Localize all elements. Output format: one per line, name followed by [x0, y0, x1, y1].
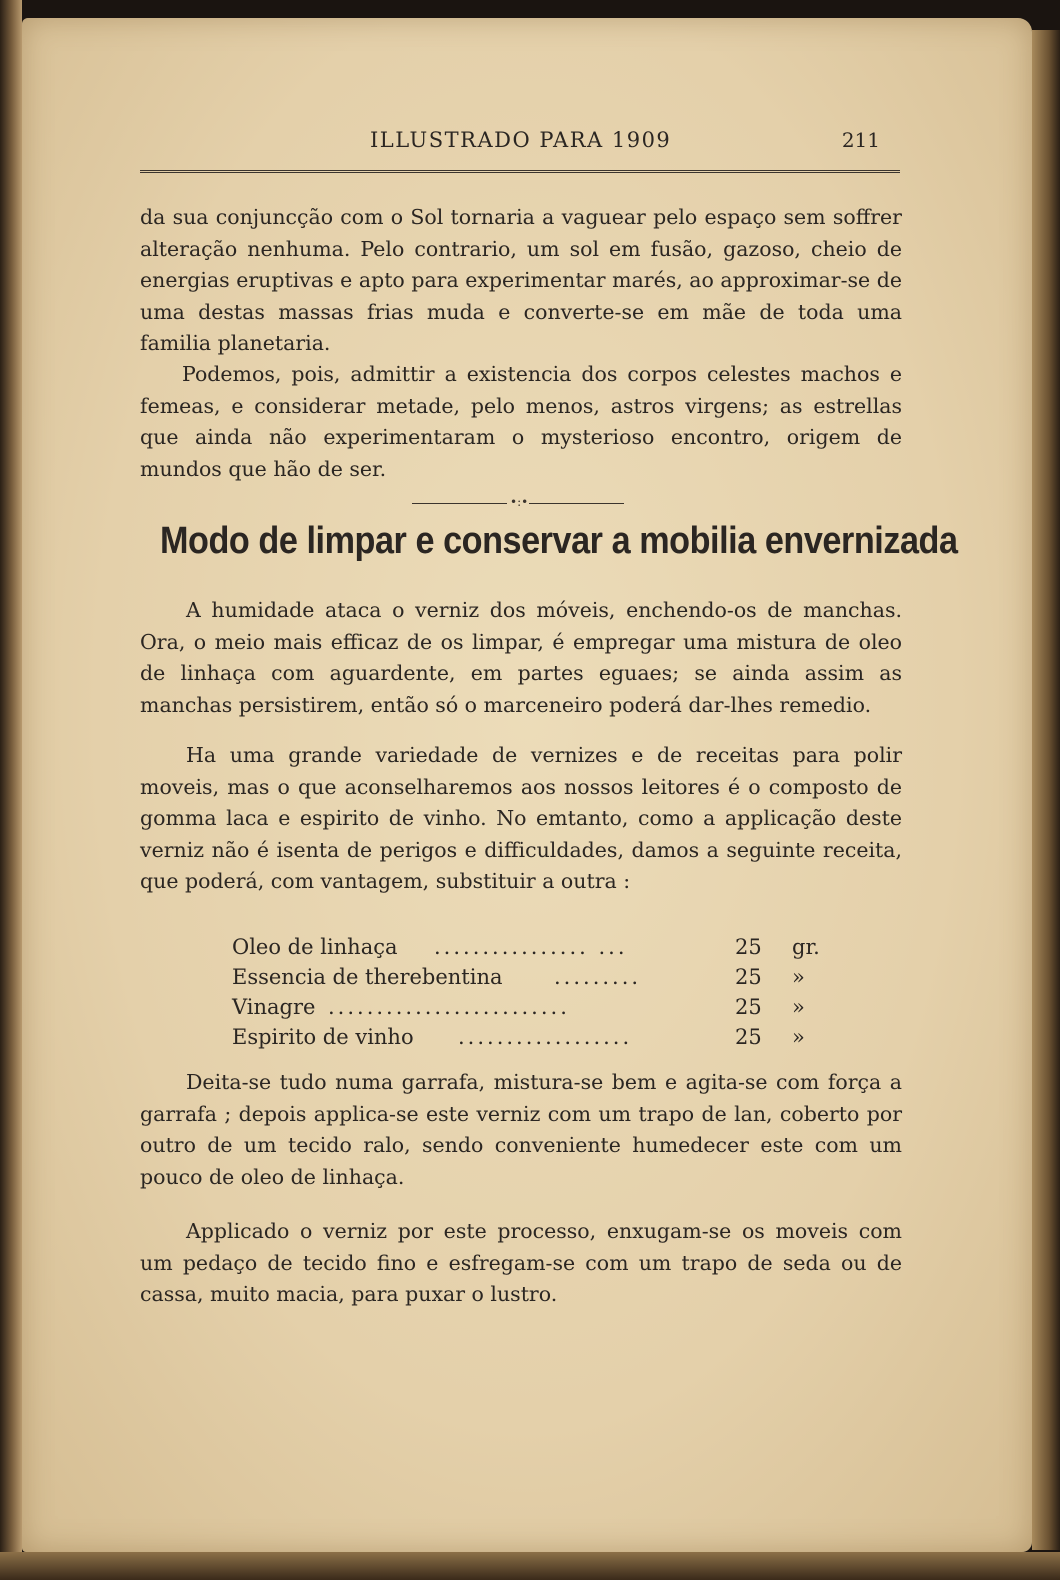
recipe-unit: gr.: [792, 935, 820, 959]
page-header: [140, 128, 890, 160]
leader-dots: .........: [554, 965, 642, 989]
leader-dots: ..................: [458, 1025, 633, 1049]
recipe-ingredient: Essencia de therebentina: [232, 965, 503, 989]
recipe-quantity: 25: [735, 935, 762, 959]
section-divider: [412, 495, 624, 509]
recipe-item: [232, 965, 832, 995]
intro-paragraph-1: da sua conjuncção com o Sol tornaria a vaguear pelo espaço sem soffrer alteração nenhuma. Pelo contrario, um sol em fusão, gazoso, cheio de energias eruptivas e apto para experimentar marés, ao approximar-se de uma destas massas frias muda e converte-se em mãe de toda uma familia planetaria.: [140, 205, 902, 355]
article-paragraph-4: Applicado o verniz por este processo, enxugam-se os moveis com um pedaço de tecido fino e esfregam-se com um trapo de seda ou de cassa, muito macia, para puxar o lustro.: [140, 1219, 902, 1306]
leader-dots: ................ ...: [434, 935, 628, 959]
recipe-ingredient: Oleo de linhaça: [232, 935, 398, 959]
recipe-ingredient: Espirito de vinho: [232, 1025, 414, 1049]
recipe-quantity: 25: [735, 995, 762, 1019]
recipe-quantity: 25: [735, 1025, 762, 1049]
running-title: ILLUSTRADO PARA 1909: [370, 128, 672, 152]
recipe-unit: »: [792, 1025, 805, 1049]
recipe-unit: »: [792, 995, 805, 1019]
leader-dots: .........................: [328, 995, 570, 1019]
page-edge: [1032, 30, 1060, 1550]
article-paragraph-2: Ha uma grande variedade de vernizes e de receitas para polir moveis, mas o que aconselharemos aos nossos leitores é o composto de gomma laca e espirito de vinho. No emtanto, como a applicação deste verniz não é isenta de perigos e difficuldades, damos a seguinte receita, que poderá, com vantagem, substituir a outra :: [140, 743, 902, 893]
recipe-ingredient: Vinagre: [232, 995, 316, 1019]
recipe-item: [232, 1025, 832, 1055]
article-title: Modo de limpar e conservar a mobilia envernizada: [160, 520, 958, 562]
page-bottom-edge: [0, 1552, 1060, 1580]
recipe-quantity: 25: [735, 965, 762, 989]
recipe-item: [232, 935, 832, 965]
divider-line-right: [529, 503, 624, 504]
divider-ornament: •:•: [510, 495, 529, 509]
book-gutter: [0, 0, 22, 1580]
recipe-unit: »: [792, 965, 805, 989]
header-rule: [140, 170, 900, 173]
intro-paragraph-2: Podemos, pois, admittir a existencia dos corpos celestes machos e femeas, e considerar metade, pelo menos, astros virgens; as estrellas que ainda não experimentaram o mysterioso encontro, origem de mundos que hão de ser.: [140, 362, 902, 481]
recipe-item: [232, 995, 832, 1025]
page-number: 211: [841, 128, 880, 152]
recipe-list: [232, 935, 832, 1055]
article-paragraph-1: A humidade ataca o verniz dos móveis, enchendo-os de manchas. Ora, o meio mais efficaz de os limpar, é empregar uma mistura de oleo de linhaça com aguardente, em partes eguaes; se ainda assim as manchas persistirem, então só o marceneiro poderá dar-lhes remedio.: [140, 598, 902, 717]
article-paragraph-3: Deita-se tudo numa garrafa, mistura-se bem e agita-se com força a garrafa ; depois applica-se este verniz com um trapo de lan, coberto por outro de um tecido ralo, sendo conveniente humedecer este com um pouco de oleo de linhaça.: [140, 1070, 902, 1189]
divider-line-left: [412, 503, 507, 504]
